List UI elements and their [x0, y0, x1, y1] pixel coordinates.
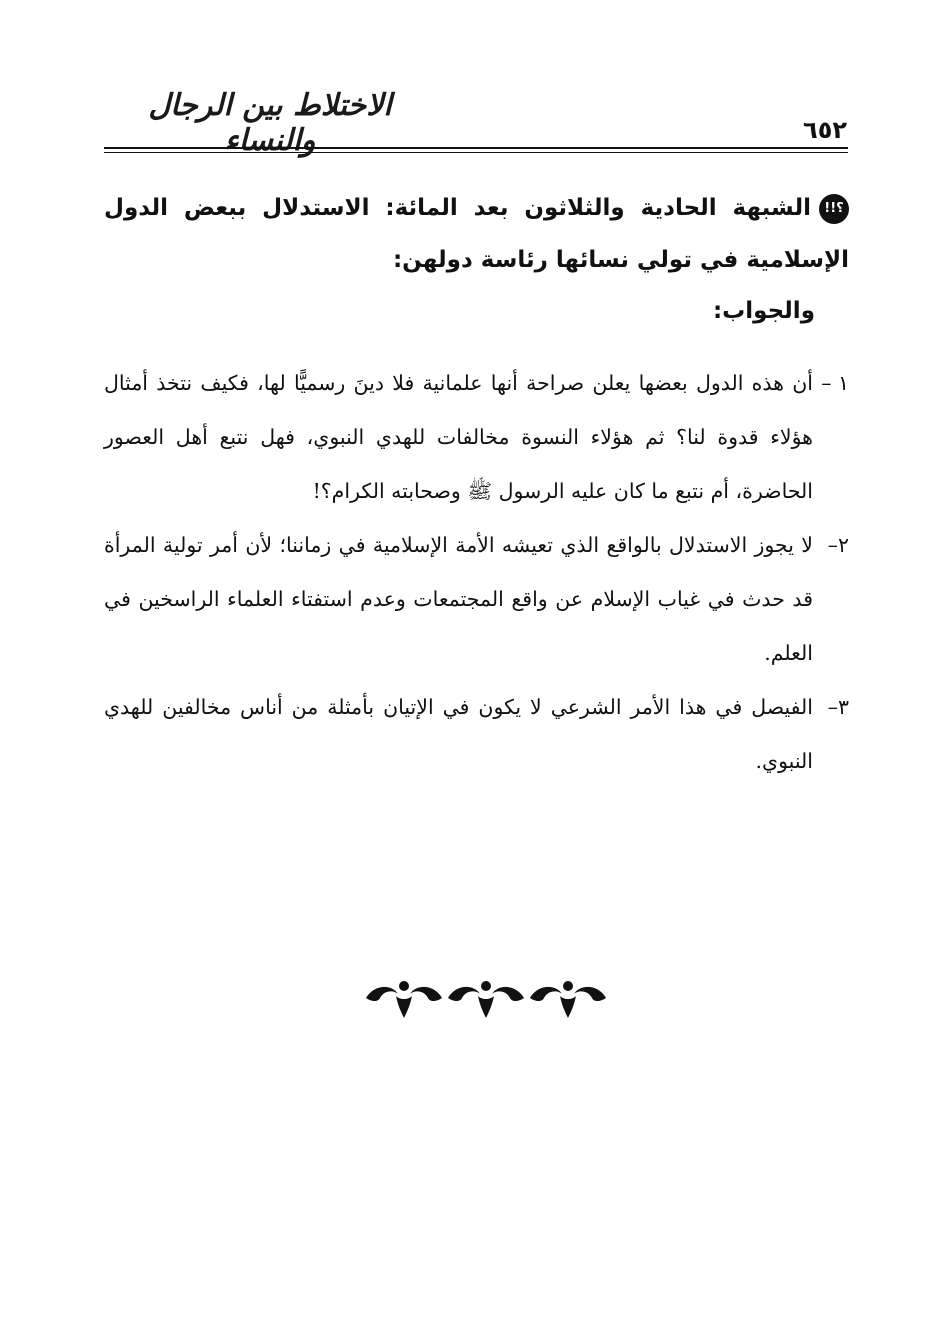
ornament-motif-icon — [530, 981, 606, 1018]
ornament-motif-icon — [366, 981, 442, 1018]
header-rule — [104, 147, 848, 149]
answer-item-number: ١ – — [821, 371, 849, 395]
answer-list — [104, 356, 849, 788]
answer-item — [104, 680, 849, 788]
running-title: الاختلاط بين الرجال والنساء — [148, 88, 392, 158]
answer-label: والجواب: — [712, 298, 815, 324]
answer-item-text: لا يجوز الاستدلال بالواقع الذي تعيشه الأمة الإسلامية في زماننا؛ لأن أمر تولية المرأة قد حدث في غياب الإسلام عن واقع المجتمعات وعدم استفتاء العلماء الراسخين في العلم. — [104, 533, 813, 665]
answer-item-number: ٢– — [827, 533, 849, 557]
question-text: الشبهة الحادية والثلاثون بعد المائة: الاستدلال ببعض الدول الإسلامية في تولي نسائها رئاسة دولهن: — [104, 195, 849, 273]
answer-item — [104, 356, 849, 518]
answer-item-number: ٣– — [827, 695, 849, 719]
question-heading — [104, 182, 849, 286]
answer-item — [104, 518, 849, 680]
question-badge-icon: ؟!! — [819, 194, 849, 224]
header-rule-thin — [104, 152, 848, 153]
floral-divider-ornament-icon — [364, 976, 608, 1020]
answer-item-text: الفيصل في هذا الأمر الشرعي لا يكون في الإتيان بأمثلة من أناس مخالفين للهدي النبوي. — [104, 695, 813, 773]
answer-item-text: أن هذه الدول بعضها يعلن صراحة أنها علمانية فلا دينَ رسميًّا لها، فكيف نتخذ أمثال هؤلاء قدوة لنا؟ ثم هؤلاء النسوة مخالفات للهدي النبوي، فهل نتبع أهل العصور الحاضرة، أم نتبع ما كان عليه الرسول ﷺ وصحابته الكرام؟! — [104, 371, 813, 503]
page-number: ٦٥٢ — [803, 116, 847, 144]
ornament-motif-icon — [448, 981, 524, 1018]
